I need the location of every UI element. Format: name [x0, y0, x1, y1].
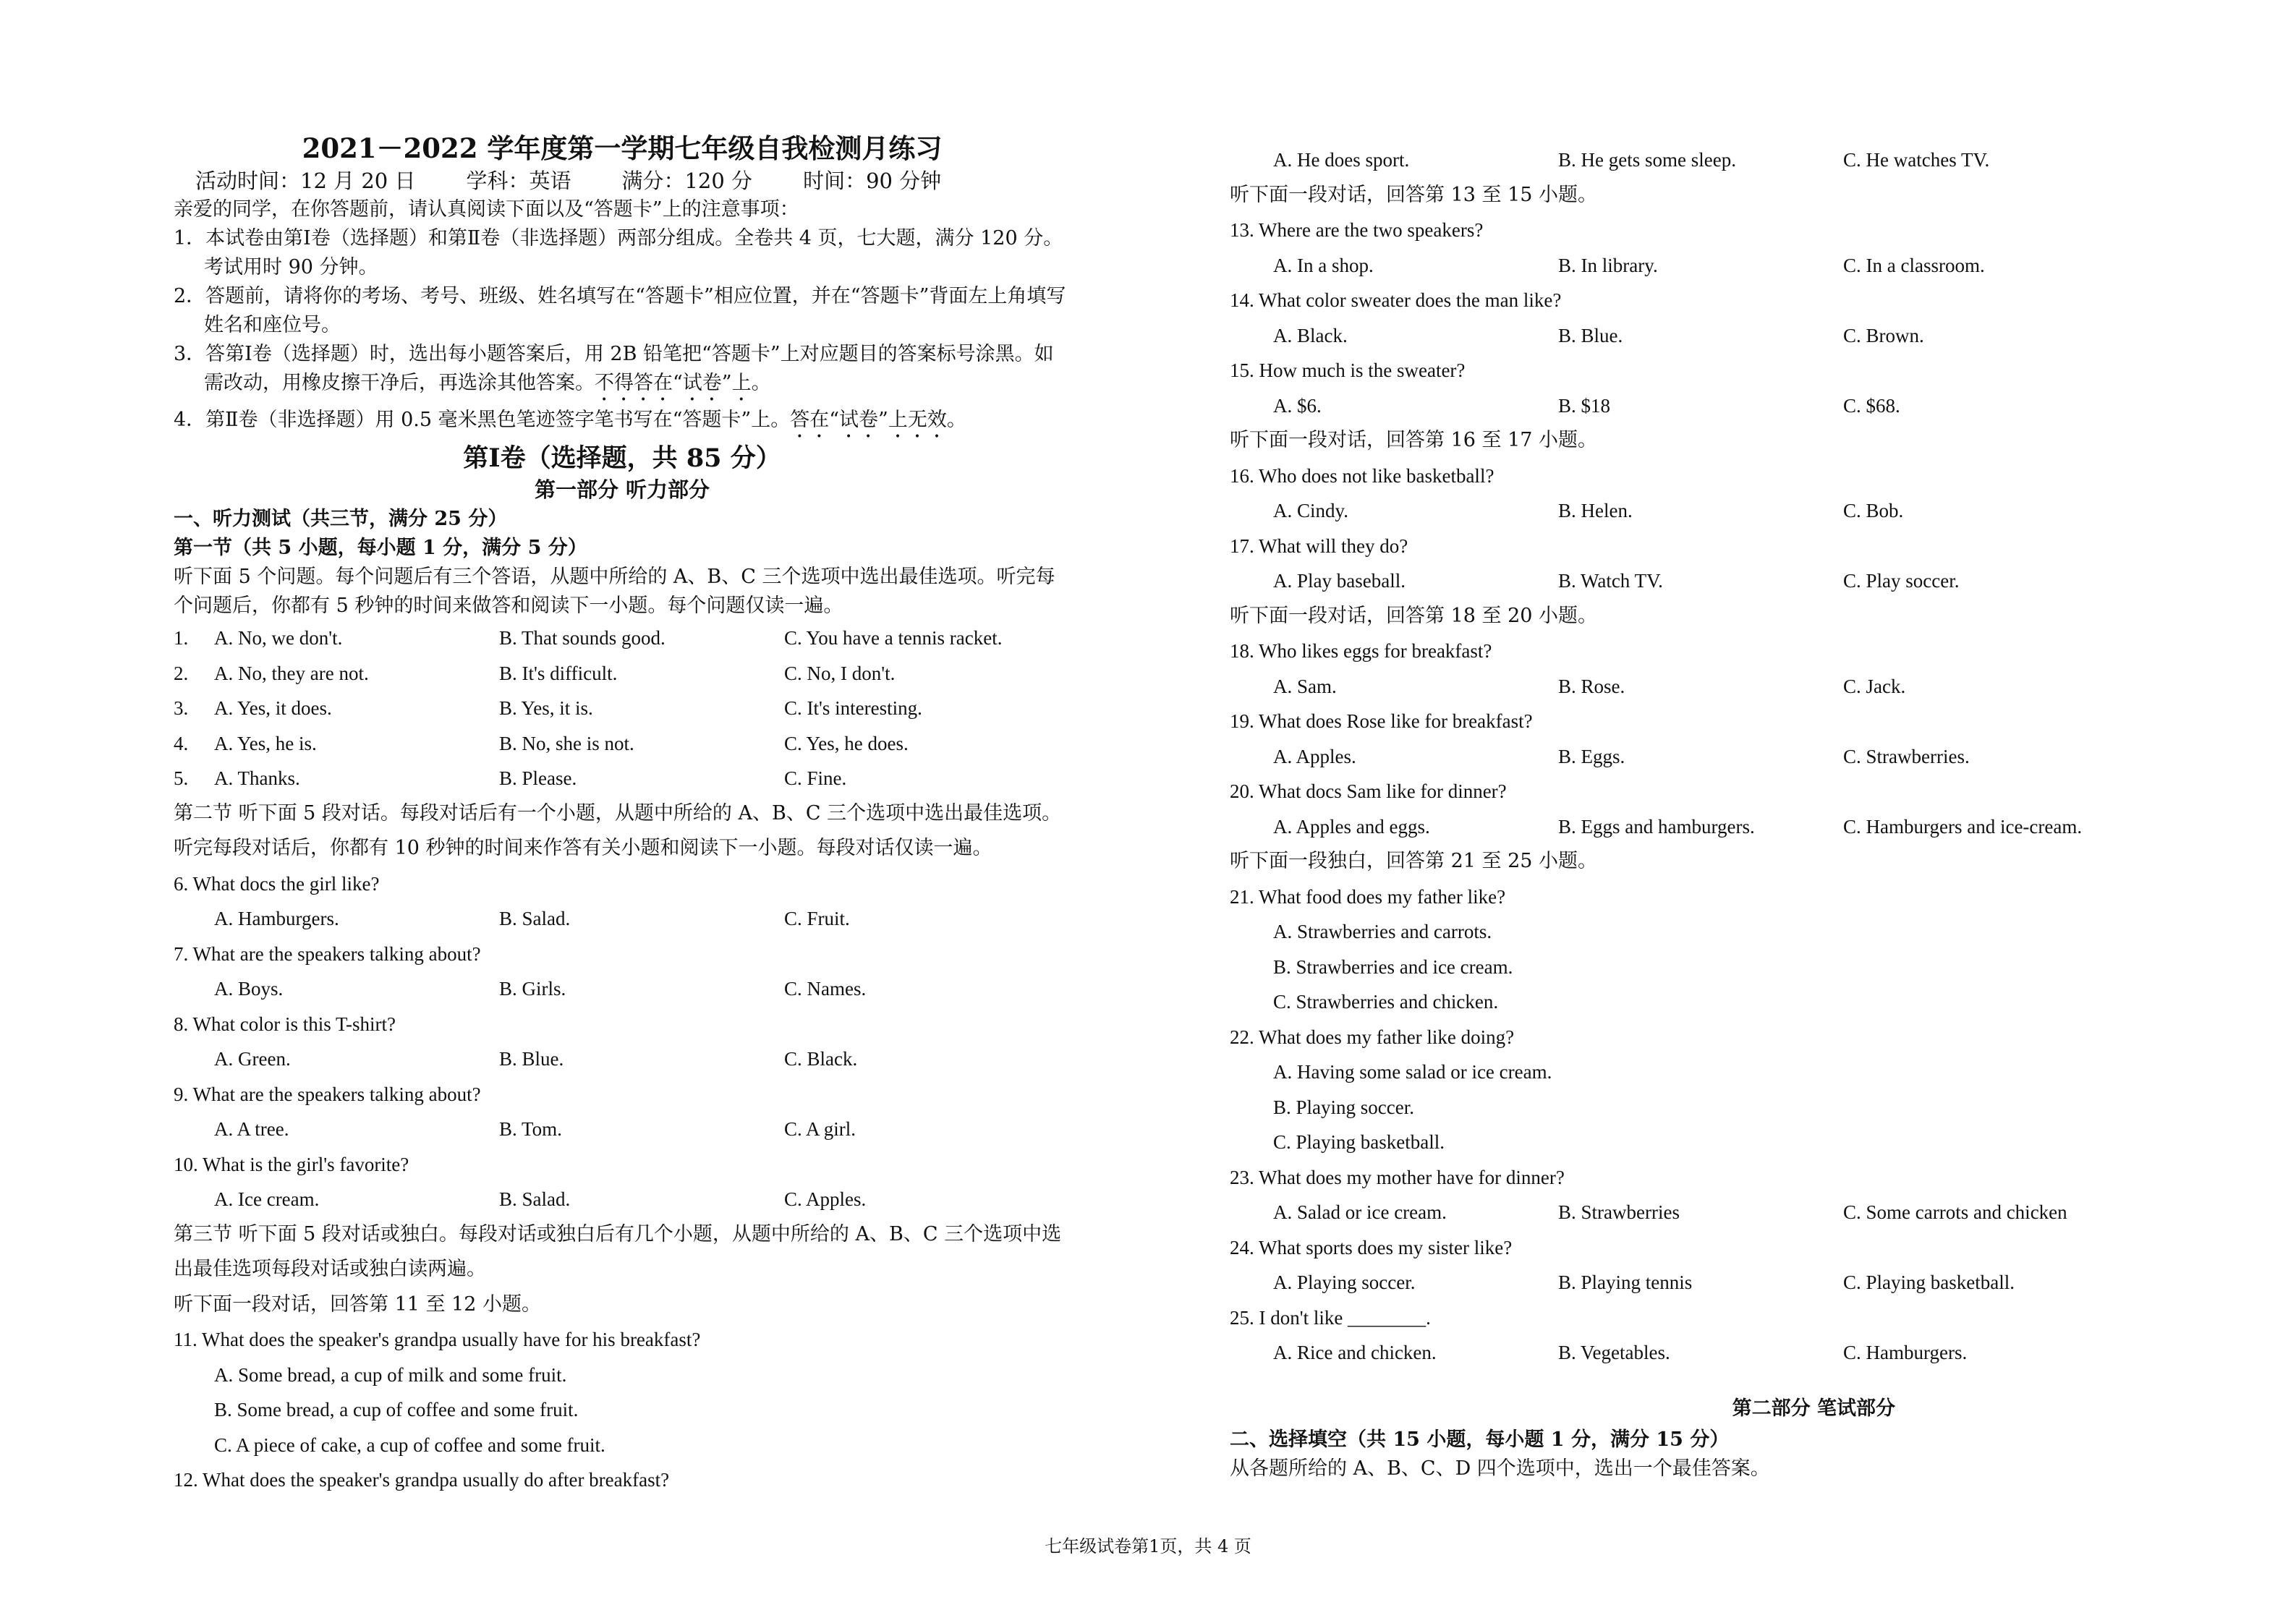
left-column — [174, 130, 1071, 1498]
option-a: A. Hamburgers. — [214, 908, 339, 929]
option-c: C. Hamburgers and ice-cream. — [1843, 815, 2083, 838]
section2-heading: 二、选择填空（共 15 小题，每小题 1 分，满分 15 分） — [1230, 1428, 1730, 1451]
listen-18-20: 听下面一段对话，回答第 18 至 20 小题。 — [1230, 604, 1598, 627]
note-1: 1．本试卷由第Ⅰ卷（选择题）和第Ⅱ卷（非选择题）两部分组成。全卷共 4 页，七大题，满分 120 分。考试用时 90 分钟。 — [174, 227, 1063, 278]
listen-13-15: 听下面一段对话，回答第 13 至 15 小题。 — [1230, 183, 1598, 206]
page-footer: 七年级试卷第1页，共 4 页 — [1045, 1536, 1251, 1556]
option-a: A. Apples and eggs. — [1273, 815, 1430, 838]
option-b: B. Girls. — [499, 978, 566, 1000]
option-c: C. Some carrots and chicken — [1843, 1201, 2067, 1223]
option-c: C. $68. — [1843, 394, 1900, 417]
question-stem: 9. What are the speakers talking about? — [174, 1083, 481, 1105]
note-3: 3．答第Ⅰ卷（选择题）时，选出每小题答案后，用 2B 铅笔把“答题卡”上对应题目的答案标号涂黑。如需改动，用橡皮擦干净后，再选涂其他答案。不得答在“试卷”上。 — [174, 343, 1054, 394]
option-c: C. He watches TV. — [1843, 149, 1990, 171]
right-column — [1230, 142, 2127, 1483]
option-a: A. No, we don't. — [214, 627, 343, 649]
meta-duration: 时间：90 分钟 — [803, 169, 942, 193]
option-c: C. Playing basketball. — [1273, 1131, 1445, 1153]
greeting: 亲爱的同学，在你答题前，请认真阅读下面以及“答题卡”上的注意事项： — [174, 198, 799, 221]
option-a: A. He does sport. — [1273, 149, 1410, 171]
options-row — [174, 1182, 1071, 1217]
option-b: B. No, she is not. — [499, 732, 634, 754]
sec2-instruction: 第二节 听下面 5 段对话。每段对话后有一个小题，从题中所给的 A、B、C 三个选项中选出最佳选项。听完每段对话后，你都有 10 秒钟的时间来作答有关小题和阅读下一小题。每段对话仅读一遍。 — [174, 801, 1062, 859]
question-stem: 24. What sports does my sister like? — [1230, 1236, 1513, 1258]
option-c: C. Apples. — [784, 1188, 867, 1210]
option-c: C. Black. — [784, 1048, 858, 1070]
option-c: C. Hamburgers. — [1843, 1342, 1968, 1363]
option-a: A. In a shop. — [1273, 254, 1374, 276]
listen-16-17: 听下面一段对话，回答第 16 至 17 小题。 — [1230, 429, 1598, 451]
option-b: B. Some bread, a cup of coffee and some fruit. — [214, 1399, 579, 1420]
meta-date: 活动时间：12 月 20 日 — [195, 169, 416, 193]
option-a: A. Thanks. — [214, 767, 300, 789]
option-a: A. Having some salad or ice cream. — [1273, 1061, 1552, 1083]
option-b: B. Blue. — [499, 1048, 564, 1070]
option-a: A. Green. — [214, 1048, 291, 1070]
option-b: B. Helen. — [1558, 500, 1633, 521]
option-b: B. Tom. — [499, 1118, 562, 1140]
option-b: B. Strawberries — [1558, 1201, 1680, 1223]
options-row — [174, 971, 1071, 1007]
question-stem: 14. What color sweater does the man like? — [1230, 289, 1562, 311]
option-b: B. Playing tennis — [1558, 1271, 1693, 1293]
question-stem: 6. What docs the girl like? — [174, 872, 380, 895]
option-b: B. Playing soccer. — [1273, 1096, 1414, 1118]
listen-21-25: 听下面一段独白，回答第 21 至 25 小题。 — [1230, 850, 1598, 872]
meta-subject: 学科：英语 — [466, 169, 571, 193]
option-c: C. No, I don't. — [784, 662, 896, 684]
question-row: 2. A. No, they are not. B. It's difficult. C. No, I don't. — [174, 656, 1071, 691]
options-row — [174, 1112, 1071, 1147]
option-a: A. A tree. — [214, 1118, 289, 1140]
options-row — [1230, 493, 2127, 529]
question-stem: 11. What does the speaker's grandpa usually have for his breakfast? — [174, 1329, 701, 1350]
option-c: C. You have a tennis racket. — [784, 627, 1003, 649]
options-row — [1230, 669, 2127, 704]
option-b: B. Salad. — [499, 1188, 571, 1210]
option-c: C. Fine. — [784, 767, 847, 789]
option-a: A. Playing soccer. — [1273, 1271, 1416, 1293]
option-c: C. Yes, he does. — [784, 732, 909, 754]
question-row: 1. A. No, we don't. B. That sounds good. C. You have a tennis racket. — [174, 621, 1071, 656]
option-a: A. Salad or ice cream. — [1273, 1201, 1447, 1223]
option-a: A. Yes, he is. — [214, 732, 317, 754]
option-a: A. $6. — [1273, 394, 1322, 417]
question-stem: 20. What docs Sam like for dinner? — [1230, 780, 1507, 802]
options-row — [1230, 248, 2127, 284]
options-row — [1230, 1195, 2127, 1230]
question-stem: 15. How much is the sweater? — [1230, 359, 1466, 381]
question-row: 4. A. Yes, he is. B. No, she is not. C. Yes, he does. — [174, 726, 1071, 762]
option-c: C. Strawberries. — [1843, 745, 1970, 767]
option-a: A. Boys. — [214, 978, 284, 1000]
option-a: A. Yes, it does. — [214, 697, 332, 719]
options-row — [1230, 739, 2127, 775]
question-stem: 13. Where are the two speakers? — [1230, 219, 1484, 241]
option-b: B. Strawberries and ice cream. — [1273, 955, 1513, 978]
sec1-heading: 第一节（共 5 小题，每小题 1 分，满分 5 分） — [174, 537, 587, 559]
part2-title: 第二部分 笔试部分 — [1732, 1397, 1895, 1420]
question-stem: 23. What does my mother have for dinner? — [1230, 1166, 1565, 1188]
exam-title: 2021－2022 学年度第一学期七年级自我检测月练习 — [302, 132, 943, 164]
option-c: C. Jack. — [1843, 675, 1906, 697]
option-a: A. No, they are not. — [214, 662, 369, 684]
option-c: C. Strawberries and chicken. — [1273, 991, 1499, 1013]
option-b: B. Salad. — [499, 908, 571, 929]
sec2-items — [174, 866, 1071, 1217]
options-row — [1230, 563, 2127, 599]
question-stem: 16. Who does not like basketball? — [1230, 464, 1494, 487]
options-row — [174, 901, 1071, 937]
note-4-emphasis: 答在“试卷”上无效 — [790, 409, 947, 431]
note-4: 4．第Ⅱ卷（非选择题）用 0.5 毫米黑色笔迹签字笔书写在“答题卡”上。答在“试卷”上无效。 — [174, 409, 966, 431]
option-b: B. Yes, it is. — [499, 697, 593, 719]
sec1-items — [174, 621, 1071, 796]
option-b: B. Blue. — [1558, 324, 1623, 346]
options-row — [1230, 318, 2127, 354]
sec1-instruction: 听下面 5 个问题。每个问题后有三个答语，从题中所给的 A、B、C 三个选项中选出最佳选项。听完每个问题后，你都有 5 秒钟的时间来做答和阅读下一小题。每个问题仅读一遍。 — [174, 566, 1055, 617]
option-a: A. Ice cream. — [214, 1188, 320, 1210]
option-c: C. A piece of cake, a cup of coffee and some fruit. — [214, 1434, 605, 1456]
option-b: B. Eggs. — [1558, 745, 1625, 767]
question-stem: 21. What food does my father like? — [1230, 885, 1506, 908]
part1-subtitle: 第一部分 听力部分 — [534, 477, 710, 502]
option-c: C. A girl. — [784, 1118, 856, 1140]
option-c: C. Play soccer. — [1843, 570, 1960, 592]
option-b: B. Watch TV. — [1558, 570, 1663, 592]
question-stem: 25. I don't like ________. — [1230, 1306, 1431, 1329]
option-b: B. Rose. — [1558, 675, 1625, 697]
options-row — [174, 1041, 1071, 1077]
option-a: A. Play baseball. — [1273, 570, 1406, 592]
note-2: 2．答题前，请将你的考场、考号、班级、姓名填写在“答题卡”相应位置，并在“答题卡”背面左上角填写姓名和座位号。 — [174, 285, 1066, 336]
options-row — [1230, 1335, 2127, 1371]
option-b: B. Please. — [499, 767, 577, 789]
options-row — [1230, 142, 2127, 178]
option-a: A. Cindy. — [1273, 500, 1349, 521]
meta-score: 满分：120 分 — [621, 169, 753, 193]
section1-heading: 一、听力测试（共三节，满分 25 分） — [174, 508, 508, 530]
question-row: 3. A. Yes, it does. B. Yes, it is. C. It's interesting. — [174, 691, 1071, 726]
question-stem: 19. What does Rose like for breakfast? — [1230, 710, 1533, 732]
option-a: A. Strawberries and carrots. — [1273, 921, 1492, 942]
option-a: A. Some bread, a cup of milk and some fruit. — [214, 1363, 567, 1386]
question-stem: 10. What is the girl's favorite? — [174, 1153, 409, 1175]
option-c: C. Bob. — [1843, 500, 1904, 521]
option-b: B. It's difficult. — [499, 662, 618, 684]
option-a: A. Apples. — [1273, 745, 1356, 767]
section2-instruction: 从各题所给的 A、B、C、D 四个选项中，选出一个最佳答案。 — [1230, 1457, 1770, 1480]
question-stem: 7. What are the speakers talking about? — [174, 942, 481, 965]
option-b: B. He gets some sleep. — [1558, 149, 1736, 171]
question-row: 5. A. Thanks. B. Please. C. Fine. — [174, 761, 1071, 796]
option-a: A. Rice and chicken. — [1273, 1342, 1437, 1363]
exam-meta — [174, 166, 1071, 195]
option-c: C. Fruit. — [784, 908, 850, 929]
option-a: A. Black. — [1273, 324, 1348, 346]
option-c: C. Brown. — [1843, 324, 1924, 346]
listen-11-12: 听下面一段对话，回答第 11 至 12 小题。 — [174, 1292, 542, 1316]
option-c: C. Names. — [784, 978, 867, 1000]
question-stem: 22. What does my father like doing? — [1230, 1026, 1515, 1048]
question-stem: 8. What color is this T-shirt? — [174, 1013, 396, 1035]
option-b: B. In library. — [1558, 254, 1658, 276]
options-row — [1230, 809, 2127, 845]
option-c: C. It's interesting. — [784, 697, 922, 719]
option-b: B. Vegetables. — [1558, 1342, 1670, 1363]
option-b: B. $18 — [1558, 394, 1611, 417]
part1-title: 第Ⅰ卷（选择题，共 85 分） — [463, 443, 781, 473]
sec3-instruction: 第三节 听下面 5 段对话或独白。每段对话或独白后有几个小题，从题中所给的 A、B、C 三个选项中选出最佳选项每段对话或独白读两遍。 — [174, 1222, 1062, 1280]
question-stem: 18. Who likes eggs for breakfast? — [1230, 640, 1492, 662]
question-stem: 17. What will they do? — [1230, 534, 1408, 557]
option-c: C. In a classroom. — [1843, 254, 1985, 276]
option-b: B. Eggs and hamburgers. — [1558, 815, 1755, 838]
option-a: A. Sam. — [1273, 675, 1337, 697]
options-row — [1230, 1265, 2127, 1300]
options-row — [1230, 388, 2127, 424]
option-b: B. That sounds good. — [499, 627, 666, 649]
question-stem: 12. What does the speaker's grandpa usually do after breakfast? — [174, 1469, 670, 1491]
note-3-emphasis: 不得答在“试卷”上 — [595, 372, 752, 394]
option-c: C. Playing basketball. — [1843, 1271, 2015, 1293]
